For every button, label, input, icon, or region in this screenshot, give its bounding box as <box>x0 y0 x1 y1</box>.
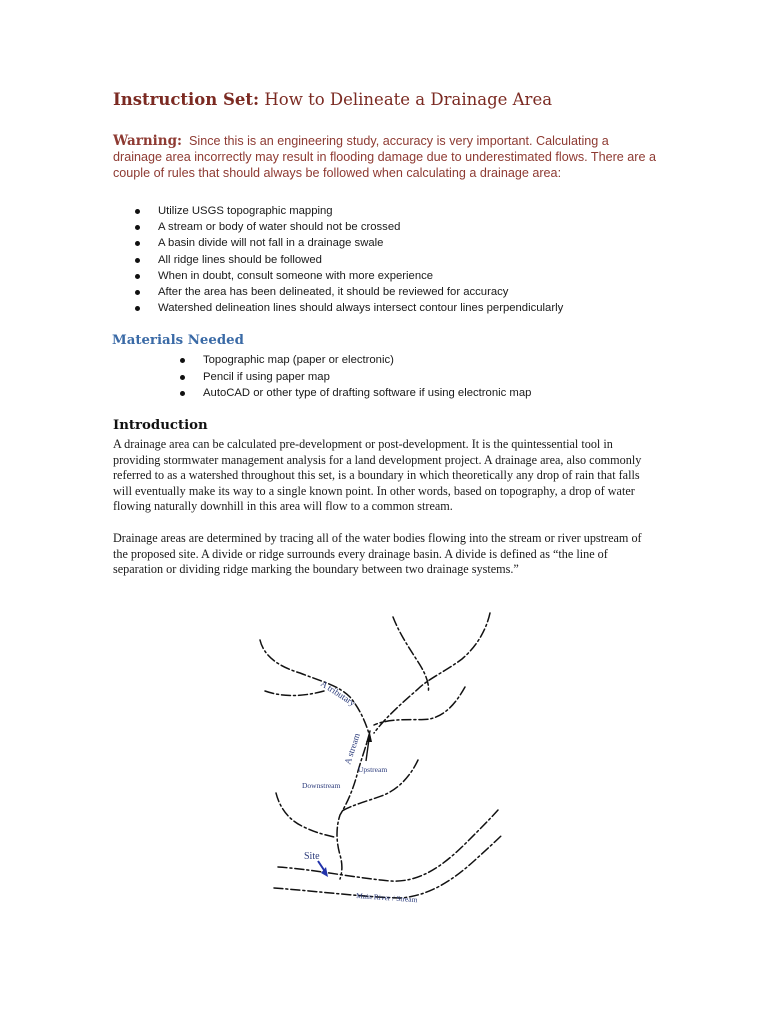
tributary-line-upper-left <box>265 691 324 696</box>
intro-paragraph-2: Drainage areas are determined by tracing all of the water bodies flowing into the stream or river upstream of the proposed site. A divide or ridge surrounds every drainage basin. A divide is defined as “the line of separation or dividing ridge marking the boundary between two drainage systems.” <box>113 531 642 577</box>
materials-list <box>158 352 531 402</box>
tributary-line-mid-right <box>374 687 465 725</box>
tributary-line-upper-mid <box>393 617 429 693</box>
material-item: AutoCAD or other type of drafting software if using electronic map <box>158 385 531 402</box>
label-downstream: Downstream <box>302 781 341 790</box>
title-lead: Instruction Set: <box>113 90 260 109</box>
tributary-line-lower-left <box>276 793 334 837</box>
material-item: Topographic map (paper or electronic) <box>158 352 531 369</box>
rule-item: After the area has been delineated, it should be reviewed for accuracy <box>113 284 563 300</box>
rule-item: A stream or body of water should not be crossed <box>113 219 563 235</box>
tributary-line-upper-right <box>374 613 490 733</box>
label-stream: A stream <box>342 731 362 766</box>
material-item: Pencil if using paper map <box>158 369 531 386</box>
rule-item: When in doubt, consult someone with more experience <box>113 268 563 284</box>
label-upstream: Upstream <box>358 765 388 774</box>
warning-text: Since this is an engineering study, accuracy is very important. Calculating a drainage area incorrectly may result in flooding damage due to underestimated flows. There are a couple of rules that should always be followed when calculating a drainage area: <box>113 134 657 181</box>
rule-item: A basin divide will not fall in a drainage swale <box>113 235 563 251</box>
warning-paragraph <box>113 133 658 182</box>
rule-item: All ridge lines should be followed <box>113 252 563 268</box>
main-river-upper-bank <box>278 810 498 881</box>
rule-item: Watershed delineation lines should always intersect contour lines perpendicularly <box>113 300 563 316</box>
introduction-heading: Introduction <box>113 418 208 433</box>
warning-label: Warning: <box>113 133 183 149</box>
drainage-diagram-svg <box>250 605 510 905</box>
intro-paragraph-1: A drainage area can be calculated pre-development or post-development. It is the quintessential tool in providing stormwater management analysis for a land development project. A drainage area, also commonly referred to as a watershed throughout this set, is a boundary in which theoretically any drop of rain that falls will eventually make its way to a single known point. In other words, based on topography, a drop of water flowing naturally downhill in this area will flow to a common stream. <box>113 437 642 514</box>
rule-item: Utilize USGS topographic mapping <box>113 203 563 219</box>
title-text: How to Delineate a Drainage Area <box>264 90 553 109</box>
drainage-diagram <box>250 605 510 905</box>
label-main-river: Main River / Stream <box>355 891 418 905</box>
main-river-lower-bank <box>274 835 502 898</box>
label-site: Site <box>304 851 320 862</box>
materials-heading: Materials Needed <box>112 333 244 348</box>
tributary-line-left <box>260 640 370 737</box>
page-title <box>113 90 552 109</box>
rules-list <box>113 203 563 316</box>
label-tributary: A tributary <box>318 678 358 709</box>
